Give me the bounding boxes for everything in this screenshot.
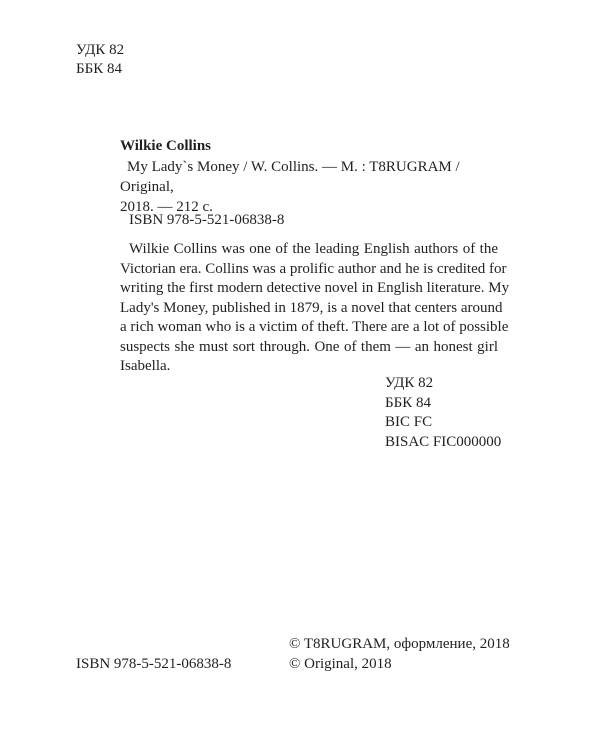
annotation-line: Isabella. (120, 358, 171, 374)
udk-code: УДК 82 (385, 375, 434, 391)
copyright-notice (289, 634, 510, 674)
bbk-code: ББК 84 (385, 394, 431, 411)
annotation-line: writing the first modern detective novel in English literature. My (120, 280, 510, 296)
annotation-line: a rich woman who is a victim of theft. There are a lot of possible (120, 319, 509, 335)
annotation-line: Victorian era. Collins was a prolific author and he is credited for (120, 260, 507, 277)
biblio-line-2: 2018. — 212 c. (120, 199, 213, 215)
bisac-code: BISAC FIC000000 (385, 433, 502, 450)
copyright-line-2: © Original, 2018 (289, 656, 392, 672)
author-name: Wilkie Collins (120, 138, 211, 154)
classification-codes (385, 374, 501, 452)
bbk-code: ББК 84 (76, 61, 122, 77)
biblio-line-1: My Lady`s Money / W. Collins. — M. : T8RUGRAM / Original, (120, 159, 460, 195)
footer-isbn: ISBN 978-5-521-06838-8 (76, 656, 232, 672)
top-classification-codes (76, 41, 124, 79)
annotation-paragraph (120, 240, 510, 377)
annotation-line: suspects she must sort through. One of them — an honest girl (120, 338, 498, 355)
udk-code: УДК 82 (76, 42, 125, 58)
annotation-line: Wilkie Collins was one of the leading English authors of the (129, 241, 498, 257)
bibliographic-record (120, 157, 500, 217)
annotation-line: Lady's Money, published in 1879, is a novel that centers around (120, 299, 503, 316)
bic-code: BIC FC (385, 414, 433, 430)
copyright-line-1: © T8RUGRAM, оформление, 2018 (289, 636, 510, 652)
isbn-record: ISBN 978-5-521-06838-8 (129, 212, 285, 228)
